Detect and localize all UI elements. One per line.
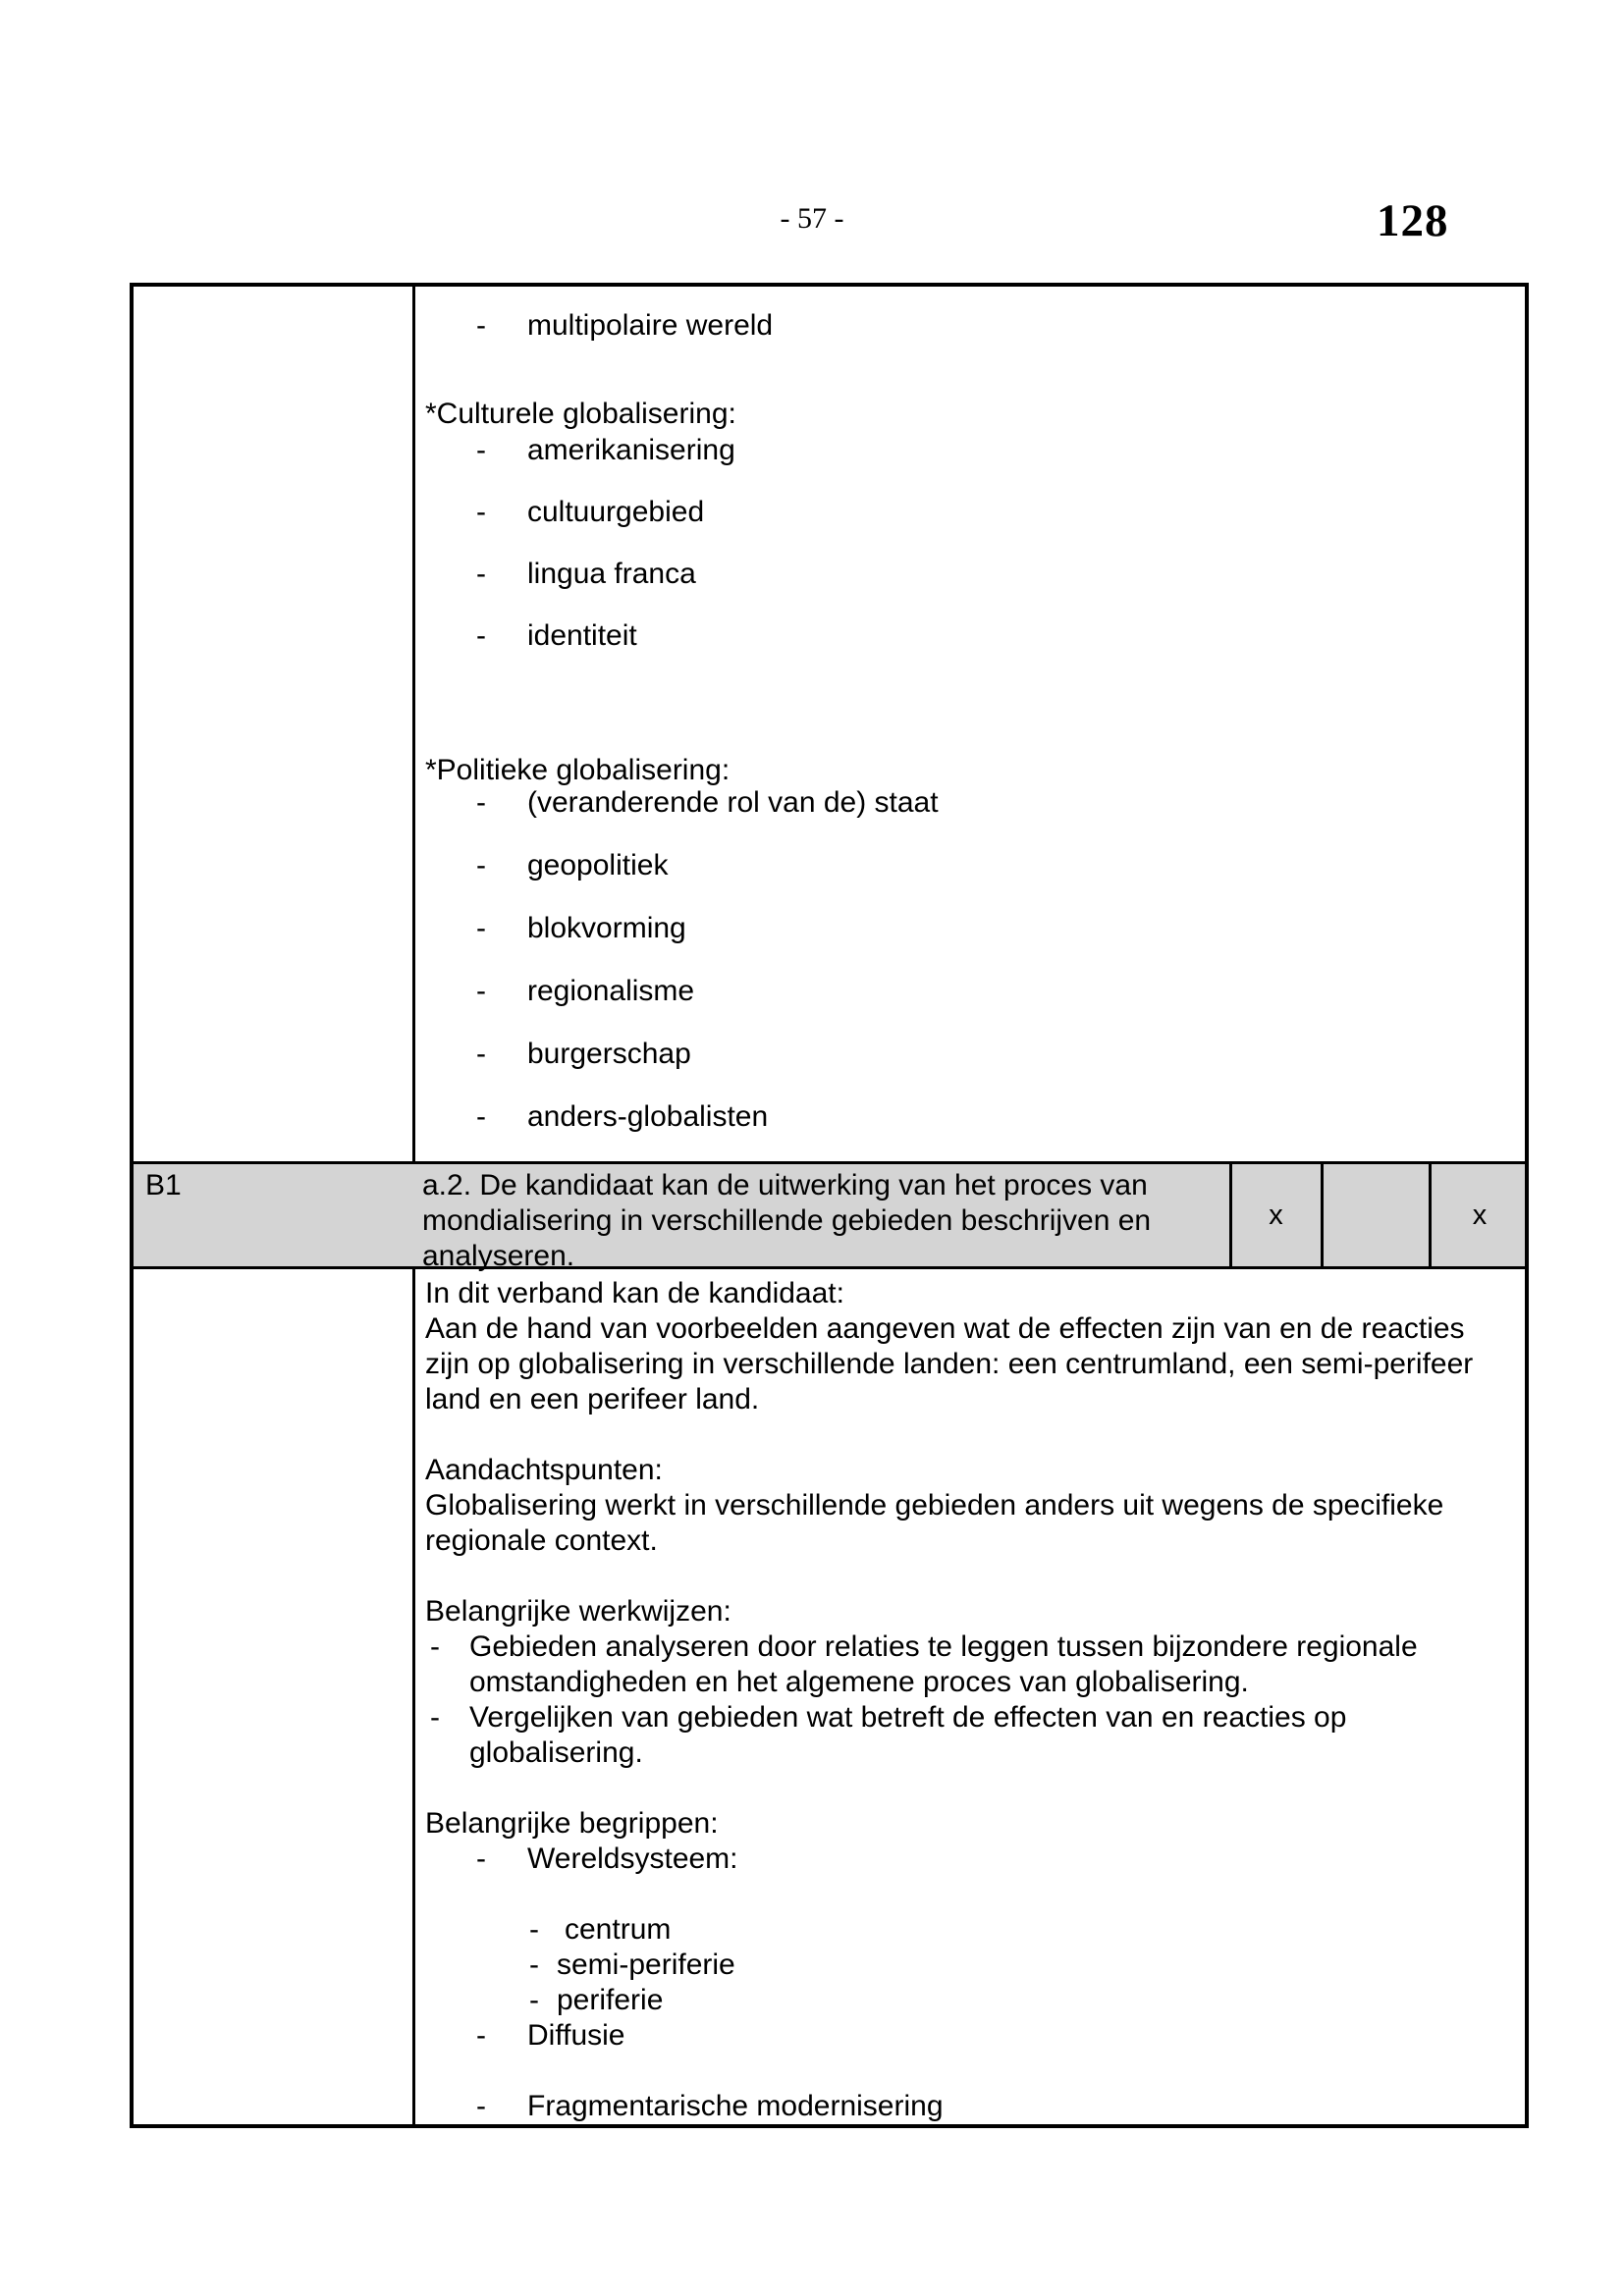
- bullet-dash: -: [476, 912, 486, 944]
- bullet-dash: -: [476, 975, 486, 1007]
- row1-term: identiteit: [527, 619, 637, 652]
- check-mark-col1: x: [1269, 1200, 1283, 1231]
- row1-term: burgerschap: [527, 1038, 691, 1070]
- heading-aandachtspunten: Aandachtspunten:: [425, 1454, 663, 1486]
- bullet-dash: -: [476, 496, 486, 528]
- document-number: 128: [1377, 195, 1449, 246]
- bullet-dash: -: [476, 849, 486, 881]
- row3-intro-line: In dit verband kan de kandidaat:: [425, 1277, 844, 1309]
- page-number: - 57 -: [780, 202, 844, 235]
- row3-subterm: periferie: [557, 1984, 664, 2016]
- heading-belangrijke-werkwijzen: Belangrijke werkwijzen:: [425, 1595, 731, 1628]
- bullet-dash: -: [529, 1984, 539, 2016]
- bullet-dash: -: [476, 309, 486, 342]
- bullet-dash: -: [476, 1038, 486, 1070]
- row3-subterm: semi-periferie: [557, 1949, 735, 1981]
- bullet-dash: -: [476, 1842, 486, 1875]
- bullet-dash: -: [476, 619, 486, 652]
- bullet-dash: -: [476, 2090, 486, 2122]
- bullet-dash: -: [430, 1701, 440, 1734]
- row3-bullet-wrap-line: globalisering.: [469, 1736, 643, 1769]
- bullet-dash: -: [476, 434, 486, 466]
- bullet-dash: -: [476, 2019, 486, 2052]
- row1-term: amerikanisering: [527, 434, 735, 466]
- check-mark-col3: x: [1472, 1200, 1488, 1231]
- row1-term: geopolitiek: [527, 849, 669, 881]
- row3-term: Fragmentarische modernisering: [527, 2090, 944, 2122]
- row-code-b1: B1: [145, 1169, 182, 1201]
- row1-term: multipolaire wereld: [527, 309, 774, 342]
- bullet-dash: -: [529, 1913, 539, 1946]
- content-table: [130, 283, 1529, 2128]
- bullet-dash: -: [430, 1630, 440, 1663]
- row3-bullet-line: Gebieden analyseren door relaties te leggen tussen bijzondere regionale: [469, 1630, 1418, 1663]
- statement-line: analyseren.: [422, 1240, 575, 1272]
- row1-term: (veranderende rol van de) staat: [527, 786, 939, 819]
- row3-paragraph-line: zijn op globalisering in verschillende landen: een centrumland, een semi-perifeer: [425, 1348, 1474, 1380]
- row1-term: blokvorming: [527, 912, 686, 944]
- row3-paragraph-line: regionale context.: [425, 1524, 658, 1557]
- row3-paragraph-line: Globalisering werkt in verschillende gebieden anders uit wegens de specifieke: [425, 1489, 1444, 1522]
- row1-term: regionalisme: [527, 975, 695, 1007]
- row1-term: lingua franca: [527, 558, 696, 590]
- statement-line: mondialisering in verschillende gebieden beschrijven en: [422, 1204, 1152, 1237]
- row3-paragraph-line: land en een perifeer land.: [425, 1383, 760, 1415]
- row3-bullet-wrap-line: omstandigheden en het algemene proces van globalisering.: [469, 1666, 1249, 1698]
- heading-politieke-globalisering: *Politieke globalisering:: [425, 754, 731, 786]
- row3-term: Diffusie: [527, 2019, 625, 2052]
- heading-culturele-globalisering: *Culturele globalisering:: [425, 398, 736, 430]
- row3-bullet-line: Vergelijken van gebieden wat betreft de effecten van en reacties op: [469, 1701, 1347, 1734]
- row3-term: Wereldsysteem:: [527, 1842, 738, 1875]
- statement-line: a.2. De kandidaat kan de uitwerking van het proces van: [422, 1169, 1148, 1201]
- bullet-dash: -: [476, 786, 486, 819]
- heading-belangrijke-begrippen: Belangrijke begrippen:: [425, 1807, 719, 1840]
- row1-term: cultuurgebied: [527, 496, 705, 528]
- row3-paragraph-line: Aan de hand van voorbeelden aangeven wat de effecten zijn van en de reacties: [425, 1312, 1465, 1345]
- bullet-dash: -: [529, 1949, 539, 1981]
- bullet-dash: -: [476, 1100, 486, 1133]
- row1-term: anders-globalisten: [527, 1100, 769, 1133]
- b1-cell-divider-2: [1321, 1161, 1324, 1269]
- row3-subterm: centrum: [565, 1913, 672, 1946]
- bullet-dash: -: [476, 558, 486, 590]
